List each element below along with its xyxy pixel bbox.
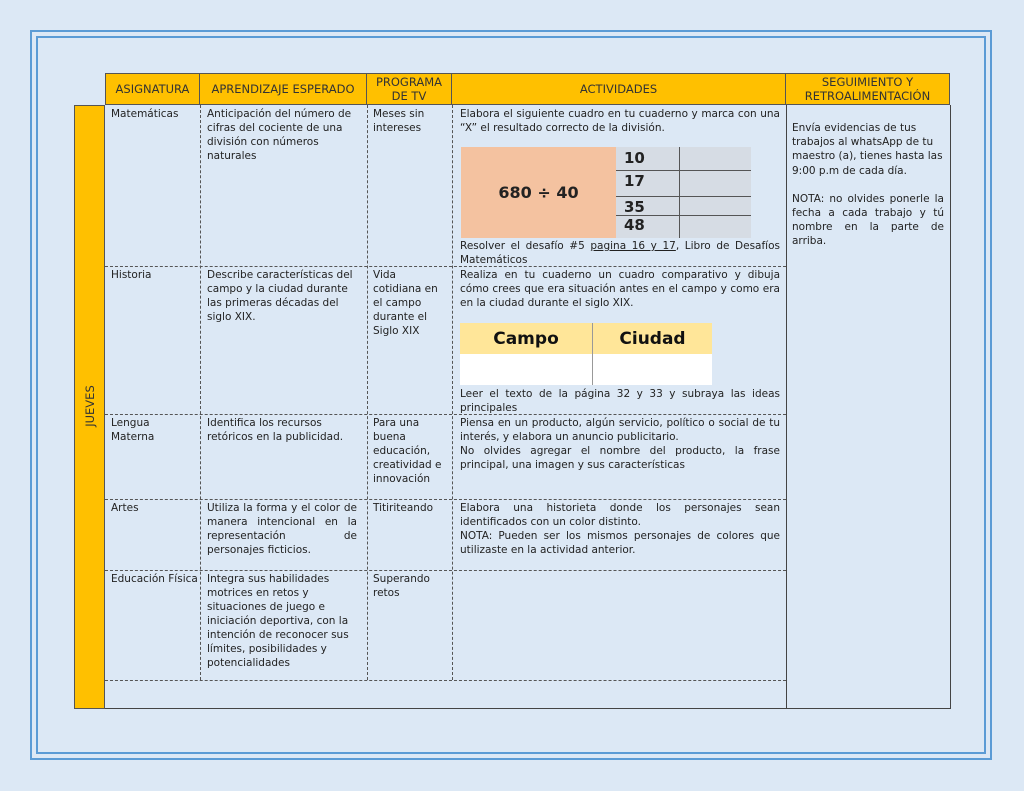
row-actividad: Elabora el siguiente cuadro en tu cuaderno y marca con una “X” el resultado correcto de la división.: [460, 108, 780, 134]
row-actividad: Elabora una historieta donde los personajes sean identificados con un color distinto. NOTA: Pueden ser los mismos personajes de colores que utilizaste en la actividad anterior.: [460, 502, 780, 556]
division-option-row: [616, 147, 751, 171]
seguimiento-text: [792, 121, 944, 249]
header-seguimiento: SEGUIMIENTO Y RETROALIMENTACIÓN: [786, 73, 950, 105]
row-asignatura: Lengua Materna: [111, 417, 155, 443]
footer-text: Resolver el desafío #5: [460, 240, 591, 252]
comparison-cell: [593, 354, 712, 385]
divider: [105, 680, 786, 681]
row-asignatura: Artes: [111, 502, 139, 514]
row-programa: Vida cotidiana en el campo durante el Siglo XIX: [373, 269, 438, 337]
header-actividades: ACTIVIDADES: [452, 73, 786, 105]
row-actividad: Piensa en un producto, algún servicio, político o social de tu interés, y elabora un anuncio publicitario. No olvides agregar el nombre del producto, la frase principal, una imagen y sus características: [460, 417, 780, 471]
division-option: 35: [624, 198, 645, 216]
comparison-header-campo: Campo: [460, 323, 593, 354]
day-column: [74, 105, 105, 709]
row-actividad-footer: [460, 239, 780, 267]
seguimiento-paragraph: Envía evidencias de tus trabajos al whatsApp de tu maestro (a), tienes hasta las 9:00 p.m de cada día.: [792, 122, 943, 177]
row-aprendizaje: Identifica los recursos retóricos en la publicidad.: [207, 417, 344, 443]
divider: [679, 147, 680, 238]
division-option-row: [616, 197, 751, 216]
row-asignatura: Historia: [111, 269, 152, 281]
header-asignatura: ASIGNATURA: [105, 73, 200, 105]
divider: [200, 105, 201, 680]
header-programa: PROGRAMA DE TV: [367, 73, 452, 105]
day-label: JUEVES: [83, 385, 97, 427]
division-option-row: [616, 216, 751, 238]
division-option: 48: [624, 216, 645, 234]
row-actividad: Realiza en tu cuaderno un cuadro comparativo y dibuja cómo crees que era situación antes en el campo y como era en la ciudad durante el siglo XIX.: [460, 269, 780, 309]
footer-link[interactable]: pagina 16 y 17: [590, 240, 676, 252]
divider: [950, 105, 951, 709]
comparison-table: [460, 323, 712, 385]
comparison-cell: [460, 354, 593, 385]
divider: [105, 499, 786, 500]
row-aprendizaje: Anticipación del número de cifras del cociente de una división con números naturales: [207, 108, 352, 162]
row-aprendizaje: Describe características del campo y la ciudad durante las primeras décadas del siglo XIX.: [207, 269, 353, 323]
header-aprendizaje: APRENDIZAJE ESPERADO: [200, 73, 367, 105]
comparison-header-ciudad: Ciudad: [593, 323, 712, 354]
division-option: 10: [624, 149, 645, 167]
division-options-bg: [616, 147, 751, 238]
division-option-row: [616, 171, 751, 197]
division-table: [461, 147, 751, 238]
footer-text: , Libro de Desafíos Matemáticos: [460, 240, 780, 266]
row-programa: Titiriteando: [373, 502, 434, 514]
row-aprendizaje: Integra sus habilidades motrices en retos y situaciones de juego e iniciación deportiva, con la intención de reconocer sus límites, posibilidades y potencialidades: [207, 573, 349, 669]
row-asignatura: Educación Física: [111, 573, 198, 585]
division-option: 17: [624, 172, 645, 190]
row-asignatura: Matemáticas: [111, 108, 179, 120]
division-expression: 680 ÷ 40: [461, 147, 616, 238]
divider: [452, 105, 453, 680]
row-actividad-footer: Leer el texto de la página 32 y 33 y subraya las ideas principales: [460, 388, 780, 414]
row-programa: Meses sin intereses: [373, 108, 425, 134]
seguimiento-note: NOTA: no olvides ponerle la fecha a cada trabajo y tú nombre en la parte de arriba.: [792, 192, 944, 248]
divider: [105, 570, 786, 571]
divider: [367, 105, 368, 680]
row-aprendizaje: Utiliza la forma y el color de manera intencional en la representación de personajes ficticios.: [207, 502, 357, 556]
divider: [786, 105, 787, 709]
divider: [105, 708, 950, 709]
row-programa: Para una buena educación, creatividad e innovación: [373, 417, 442, 485]
row-programa: Superando retos: [373, 573, 430, 599]
